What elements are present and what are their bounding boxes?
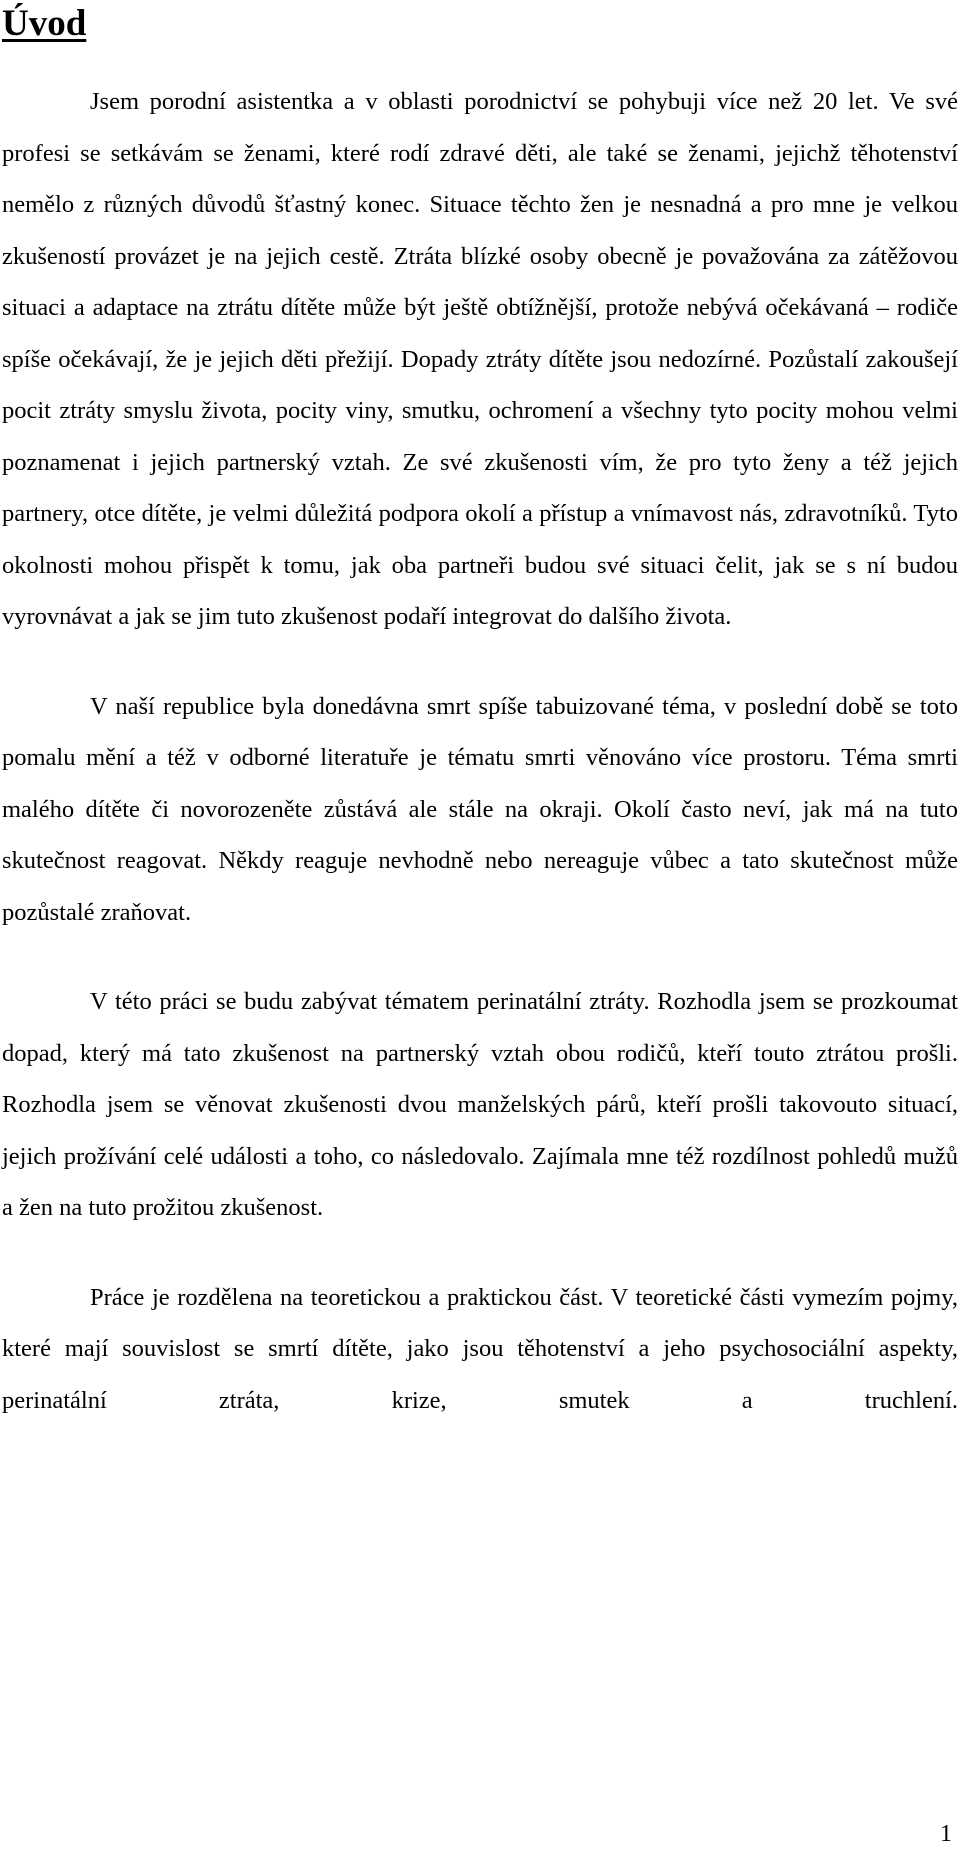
page-number: 1 [940, 1821, 952, 1847]
paragraph-taboo-topic: V naší republice byla donedávna smrt spíše tabuizované téma, v poslední době se toto pomalu mění a též v odborné literatuře je tématu smrti věnováno více prostoru. Téma smrti malého dítěte či novorozeněte zůstává ale stále na okraji. Okolí často neví, jak má na tuto skutečnost reagovat. Někdy reaguje nevhodně nebo nereaguje vůbec a tato skutečnost může pozůstalé zraňovat. [2, 692, 958, 926]
paragraph-thesis-aim: V této práci se budu zabývat tématem perinatální ztráty. Rozhodla jsem se prozkoumat dopad, který má tato zkušenost na partnerský vztah obou rodičů, kteří touto ztrátou prošli. Rozhodla jsem se věnovat zkušenosti dvou manželských párů, kteří prošli takovouto situací, jejich prožívání celé události a toho, co následovalo. Zajímala mne též rozdílnost pohledů mužů a žen na tuto prožitou zkušenost. [2, 988, 958, 1221]
paragraph-structure: Práce je rozdělena na teoretickou a praktickou část. V teoretické části vymezím pojmy, které mají souvislost se smrtí dítěte, jako jsou těhotenství a jeho psychosociální aspekty, perinatální ztráta, krize, smutek a truchlení. [2, 1283, 958, 1414]
chapter-heading: Úvod [2, 3, 87, 44]
body-text [2, 76, 958, 1426]
paragraph-intro: Jsem porodní asistentka a v oblasti porodnictví se pohybuji více než 20 let. Ve své profesi se setkávám se ženami, které rodí zdravé děti, ale také se ženami, jejichž těhotenství nemělo z různých důvodů šťastný konec. Situace těchto žen je nesnadná a pro mne je velkou zkušeností provázet je na jejich cestě. Ztráta blízké osoby obecně je považována za zátěžovou situaci a adaptace na ztrátu dítěte může být ještě obtížnější, protože nebývá očekávaná – rodiče spíše očekávají, že je jejich děti přežijí. Dopady ztráty dítěte jsou nedozírné. Pozůstalí zakoušejí pocit ztráty smyslu života, pocity viny, smutku, ochromení a všechny tyto pocity mohou velmi poznamenat i jejich partnerský vztah. Ze své zkušenosti vím, že pro tyto ženy a též jejich partnery, otce dítěte, je velmi důležitá podpora okolí a přístup a vnímavost nás, zdravotníků. Tyto okolnosti mohou přispět k tomu, jak oba partneři budou své situaci čelit, jak se s ní budou vyrovnávat a jak se jim tuto zkušenost podaří integrovat do dalšího života. [2, 88, 958, 630]
